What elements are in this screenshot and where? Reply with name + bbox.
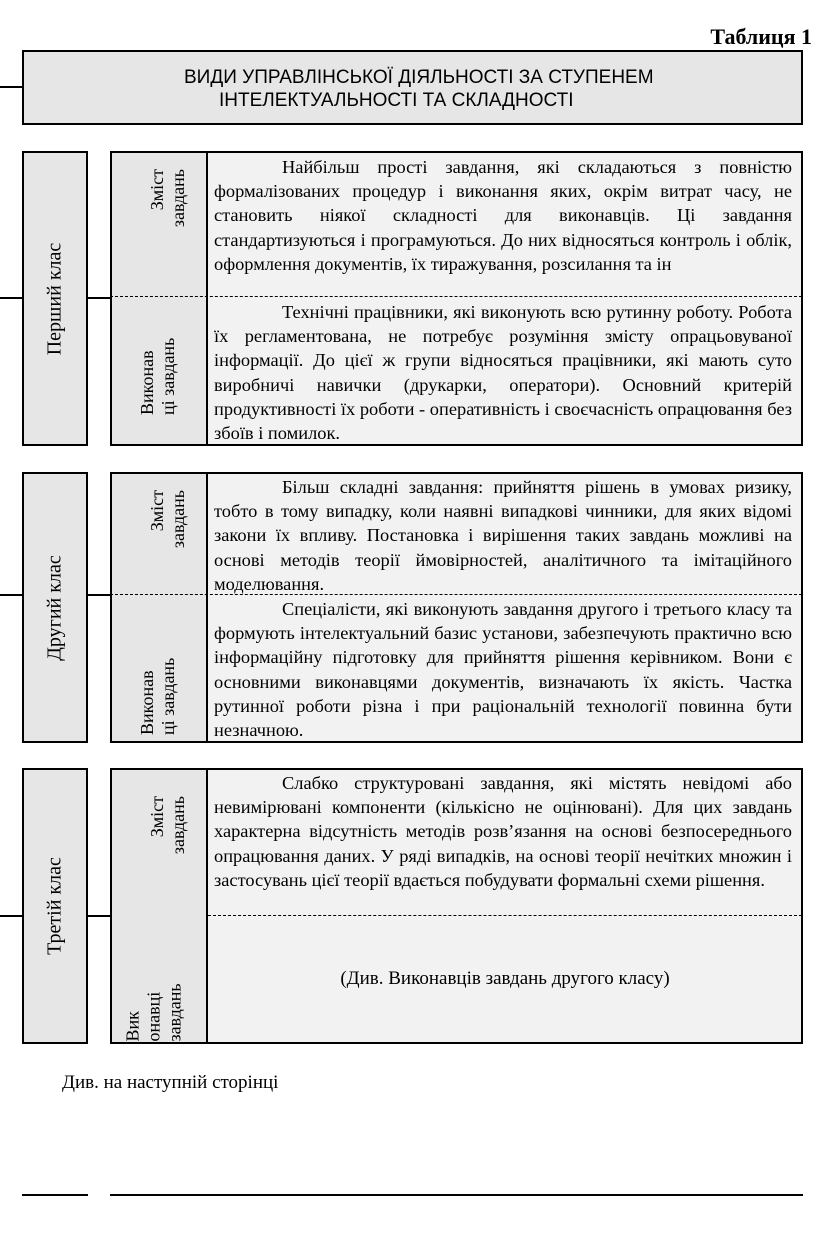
- title-line-2: ІНТЕЛЕКТУАЛЬНОСТІ ТА СКЛАДНОСТІ: [219, 90, 574, 111]
- connector-line: [0, 86, 24, 88]
- table-caption: Таблиця 1: [710, 24, 812, 49]
- bottom-rule-right: [110, 1194, 803, 1196]
- class-1-divider-vertical: [207, 153, 208, 444]
- class-3-label: Третій клас: [43, 857, 66, 955]
- title-line-1: ВИДИ УПРАВЛІНСЬКОЇ ДІЯЛЬНОСТІ ЗА СТУПЕНЕМ: [184, 67, 654, 88]
- class-1-subheader-column: [110, 151, 208, 446]
- class-1-performers-text: Технічні працівники, які виконують всю рутинну роботу. Робота їх регламентована, не потребує розуміння змісту опрацьовуваної інформації. До цієї ж групи відносяться працівники, які мають суто виробничі навички (друкарки, оператори). Основний критерій продуктивності їх роботи - оперативність і своєчасність опрацювання без збоїв і помилок.: [214, 302, 792, 444]
- connector-line: [88, 594, 111, 596]
- class-3-subheader-column: [110, 768, 208, 1044]
- connector-line: [0, 297, 24, 299]
- class-3-divider: [208, 915, 802, 916]
- continued-note: Див. на наступній сторінці: [62, 1072, 279, 1093]
- class-2-divider-vertical: [207, 474, 208, 741]
- class-2-subheader-column: [110, 472, 208, 743]
- class-2-label-box: [22, 472, 88, 743]
- class-1-content-text: Найбільш прості завдання, які складаються з повністю формалізованих процедур і виконання яких, окрім витрат часу, не становить ніякої складності для виконавців. Ці завдання стандартизуються і програмуються. До них відносяться контроль і облік, оформлення документів, їх тиражування, розсилання та ін: [214, 157, 792, 274]
- class-3-content-text: Слабко структуровані завдання, які містять невідомі або невимірювані компоненти (кількісно не оцінювані). Для цих завдань характерна відсутність методів розв’язання на основі безпосереднього опрацювання даних. У ряді випадків, на основі теорії нечітких множин і застосувань цієї теорії вдається побудувати формальні схеми рішення.: [214, 773, 792, 890]
- class-3-performers-label: Вик онавці завдань: [122, 983, 185, 1042]
- class-2-content-text: Більш складні завдання: прийняття рішень в умовах ризику, тобто в тому випадку, коли наявні випадкові чинники, для яких відомі закони їх впливу. Постановка і вирішення таких завдань можливі на основі методів теорії ймовірностей, аналітичного та імітаційного моделювання.: [214, 477, 792, 594]
- class-1-label: Перший клас: [43, 242, 66, 355]
- table-title: [22, 50, 803, 125]
- class-2-performers-text: Спеціалісти, які виконують завдання другого і третього класу та формують інтелектуальний базис установи, забезпечують практично всю інформаційну підготовку для прийняття рішення керівником. Вони є основними виконавцями документів, визначають їх якість. Частка рутинної роботи різна і при раціональній технології повинна бути незначною.: [214, 599, 792, 741]
- bottom-rule-left: [22, 1194, 88, 1196]
- connector-line: [0, 594, 24, 596]
- class-2-performers-label: Виконав ці завдань: [137, 657, 178, 735]
- connector-line: [0, 915, 24, 917]
- connector-line: [88, 915, 111, 917]
- class-1-performers-label: Виконав ці завдань: [137, 337, 178, 415]
- class-3-content-label: Зміст завдань: [147, 796, 188, 855]
- class-3-label-box: [22, 768, 88, 1044]
- class-1-label-box: [22, 151, 88, 446]
- connector-line: [88, 297, 111, 299]
- class-1-divider: [110, 296, 802, 297]
- class-2-content-label: Зміст завдань: [147, 490, 188, 549]
- class-1-content-label: Зміст завдань: [147, 169, 188, 228]
- class-3-performers-text: (Див. Виконавців завдань другого класу): [340, 968, 670, 989]
- class-2-label: Другий клас: [43, 554, 66, 661]
